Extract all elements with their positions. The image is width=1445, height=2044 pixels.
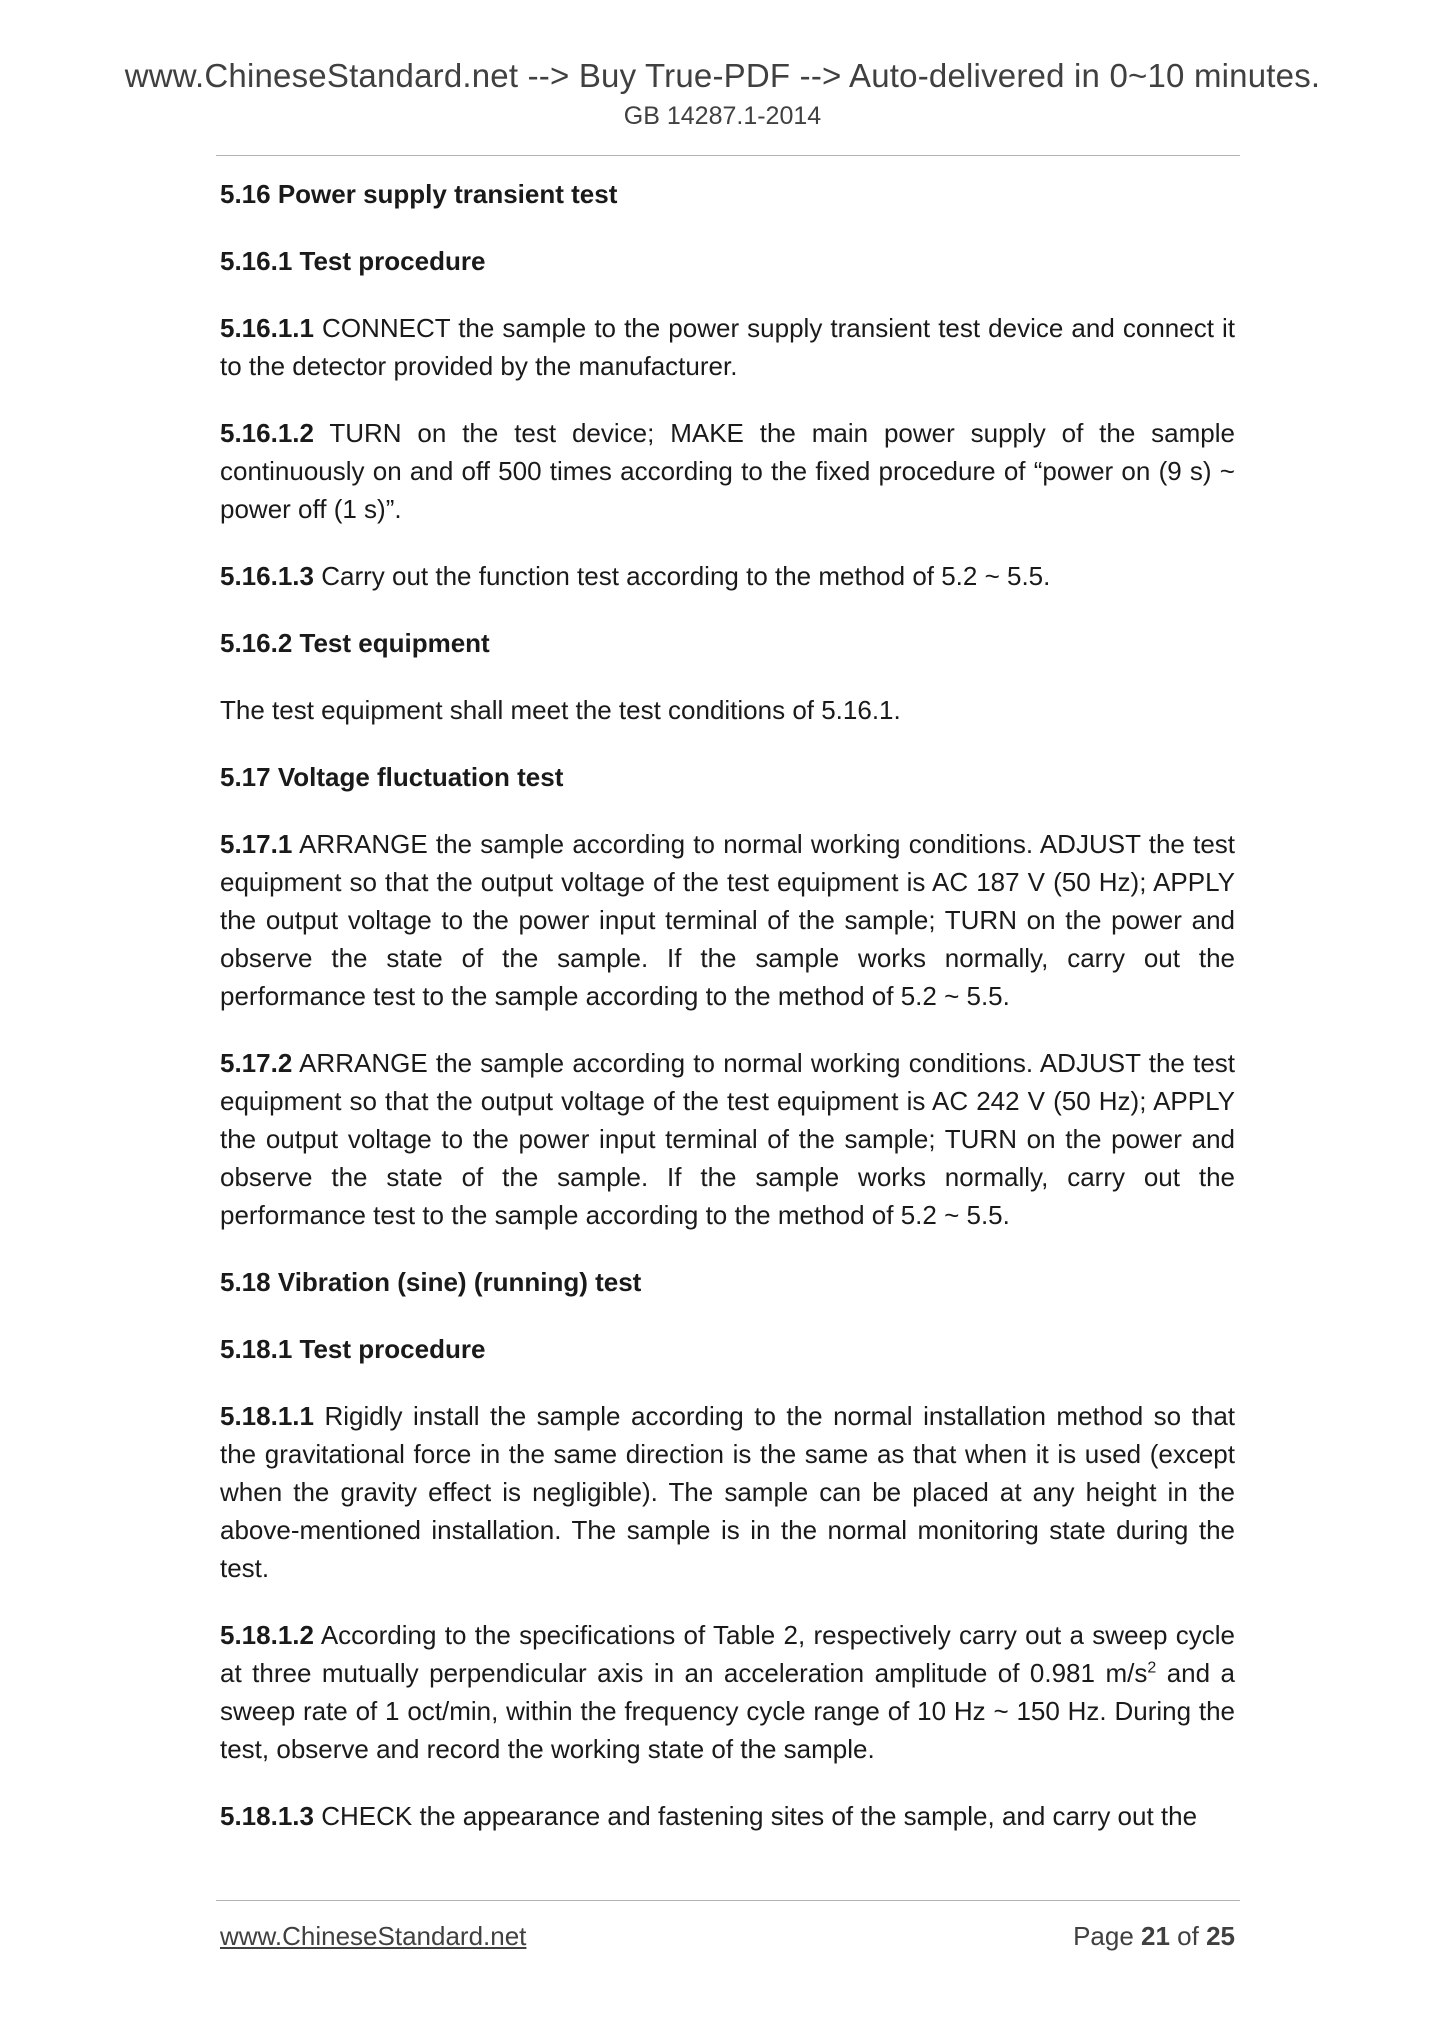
current-page-number: 21 xyxy=(1141,1921,1170,1951)
clause-text: ARRANGE the sample according to normal working conditions. ADJUST the test equipment so that the output voltage of the test equipment is AC 242 V (50 Hz); APPLY the output voltage to the power input terminal of the sample; TURN on the power and observe the state of the sample. If the sample works normally, carry out the performance test to the sample according to the method of 5.2 ~ 5.5. xyxy=(220,1048,1235,1230)
standard-number: GB 14287.1-2014 xyxy=(623,102,822,130)
clause-number: 5.16.1.3 xyxy=(220,561,314,591)
page-indicator xyxy=(1073,1916,1235,1956)
clause-number: 5.17.2 xyxy=(220,1048,293,1078)
header-banner: www.ChineseStandard.net --> Buy True-PDF --> Auto-delivered in 0~10 minutes. xyxy=(124,57,1321,94)
clause-text: CHECK the appearance and fastening sites of the sample, and carry out the xyxy=(313,1801,1198,1831)
clause-text: Rigidly install the sample according to the normal installation method so that the gravitational force in the same direction is the same as that when it is used (except when the gravity effect is negligible). The sample can be placed at any height in the above-mentioned installation. The sample is in the normal monitoring state during the test. xyxy=(220,1401,1235,1583)
clause-text: According to the specifications of Table 2, respectively carry out a sweep cycle at three mutually perpendicular axis in an acceleration amplitude of 0.981 m/s xyxy=(220,1620,1235,1688)
page-header xyxy=(0,56,1445,131)
clause-text: TURN on the test device; MAKE the main power supply of the sample continuously on and off 500 times according to the fixed procedure of “power on (9 s) ~ power off (1 s)”. xyxy=(220,418,1235,524)
clause-number: 5.16.1.1 xyxy=(220,313,314,343)
page-of-label: of xyxy=(1169,1921,1207,1951)
paragraph-5-17-2 xyxy=(220,1044,1235,1234)
section-heading-5-18-1: 5.18.1 Test procedure xyxy=(220,1334,486,1364)
section-heading-5-18: 5.18 Vibration (sine) (running) test xyxy=(220,1267,642,1297)
paragraph-5-18-1-2 xyxy=(220,1616,1235,1768)
clause-number: 5.18.1.2 xyxy=(220,1620,314,1650)
clause-number: 5.17.1 xyxy=(220,829,293,859)
clause-number: 5.18.1.1 xyxy=(220,1401,314,1431)
clause-number: 5.18.1.3 xyxy=(220,1801,314,1831)
clause-text: Carry out the function test according to the method of 5.2 ~ 5.5. xyxy=(313,561,1051,591)
paragraph-5-18-1-1 xyxy=(220,1397,1235,1587)
section-heading-5-16: 5.16 Power supply transient test xyxy=(220,179,618,209)
superscript-exponent: 2 xyxy=(1147,1659,1157,1677)
section-heading-5-17: 5.17 Voltage fluctuation test xyxy=(220,762,564,792)
clause-text: CONNECT the sample to the power supply transient test device and connect it to the detector provided by the manufacturer. xyxy=(220,313,1235,381)
header-divider xyxy=(216,155,1240,156)
section-heading-5-16-1: 5.16.1 Test procedure xyxy=(220,246,486,276)
paragraph-5-16-2: The test equipment shall meet the test conditions of 5.16.1. xyxy=(220,695,901,725)
section-heading-5-16-2: 5.16.2 Test equipment xyxy=(220,628,490,658)
paragraph-5-17-1 xyxy=(220,825,1235,1015)
paragraph-5-16-1-3 xyxy=(220,557,1235,595)
footer-divider xyxy=(216,1900,1240,1901)
paragraph-5-16-1-2 xyxy=(220,414,1235,528)
document-body xyxy=(220,175,1235,1864)
clause-text-continued: and a sweep rate of 1 oct/min, within the frequency cycle range of 10 Hz ~ 150 Hz. During the test, observe and record the working state of the sample. xyxy=(220,1658,1235,1764)
total-pages-number: 25 xyxy=(1206,1921,1235,1951)
paragraph-5-16-1-1 xyxy=(220,309,1235,385)
paragraph-5-18-1-3 xyxy=(220,1797,1235,1835)
clause-text: ARRANGE the sample according to normal working conditions. ADJUST the test equipment so that the output voltage of the test equipment is AC 187 V (50 Hz); APPLY the output voltage to the power input terminal of the sample; TURN on the power and observe the state of the sample. If the sample works normally, carry out the performance test to the sample according to the method of 5.2 ~ 5.5. xyxy=(220,829,1235,1011)
page-label: Page xyxy=(1073,1921,1142,1951)
footer-website-link[interactable]: www.ChineseStandard.net xyxy=(220,1921,527,1951)
clause-number: 5.16.1.2 xyxy=(220,418,314,448)
page-footer xyxy=(220,1916,1235,1956)
